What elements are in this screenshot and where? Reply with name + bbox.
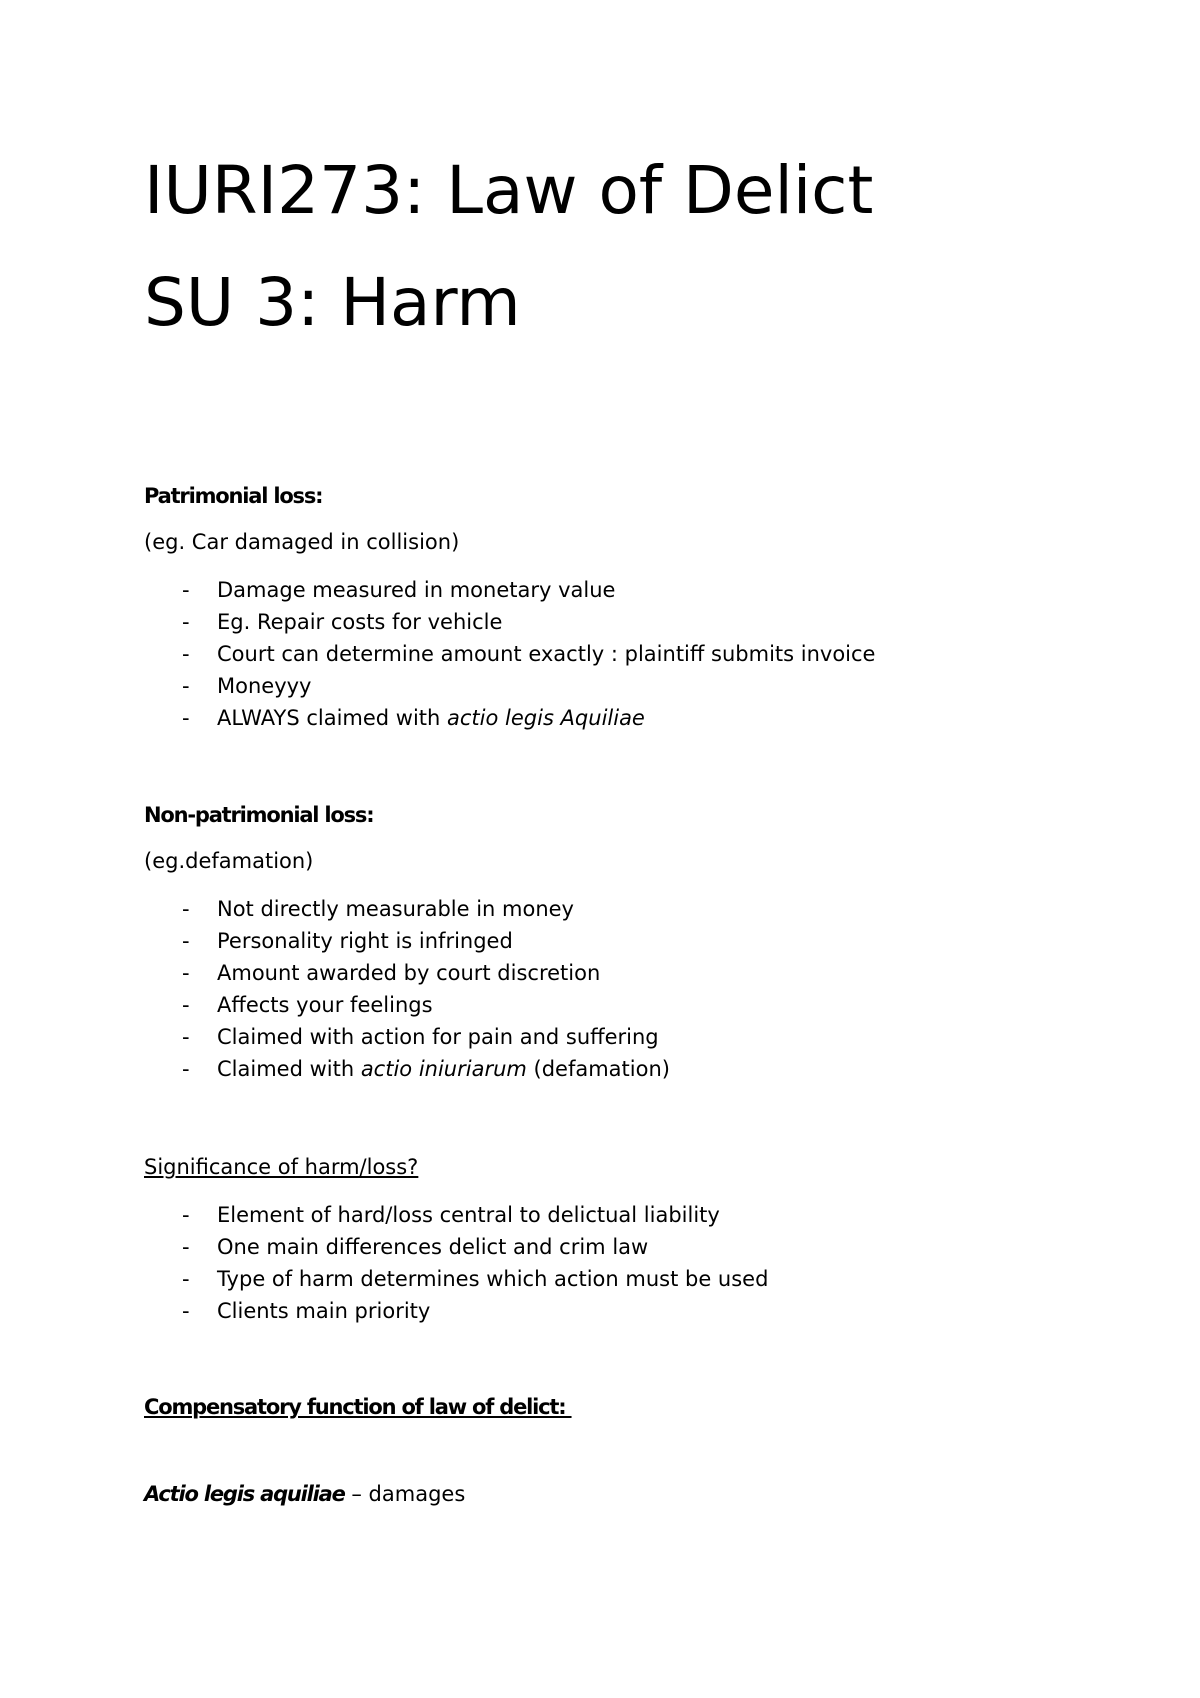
bullet-dash: - (182, 1235, 190, 1259)
document-title: IURI273: Law of Delict (144, 152, 874, 229)
bullet-dash: - (182, 674, 190, 698)
bullet-dash: - (182, 1299, 190, 1323)
compensatory-function-heading: Compensatory function of law of delict: (144, 1395, 572, 1419)
actio-legis-aquiliae-line: Actio legis aquiliae – damages (144, 1482, 466, 1506)
bullet-dash: - (182, 1267, 190, 1291)
bullet-dash: - (182, 993, 190, 1017)
bullet-dash: - (182, 1057, 190, 1081)
bullet-dash: - (182, 1025, 190, 1049)
bullet-dash: - (182, 642, 190, 666)
legal-term: actio legis Aquiliae (447, 706, 645, 730)
legal-term: Actio legis aquiliae (144, 1482, 345, 1506)
document-subtitle: SU 3: Harm (144, 264, 521, 341)
non-patrimonial-loss-example: (eg.defamation) (144, 849, 314, 873)
patrimonial-loss-heading: Patrimonial loss: (144, 484, 323, 508)
patrimonial-loss-example: (eg. Car damaged in collision) (144, 530, 460, 554)
bullet-dash: - (182, 897, 190, 921)
significance-heading: Significance of harm/loss? (144, 1155, 419, 1179)
document-page: IURI273: Law of Delict SU 3: Harm Patrimonial loss: (eg. Car damaged in collision) - Damage measured in monetary value - Eg. Repair costs for vehicle - Court can determine amount exactly : plaintiff submits invoice - Moneyyy - ALWAYS claimed with actio legis Aquiliae Non-patrimonial loss: (eg.defamation) - Not directly measurable in money - Personality right is infringed - Amount awarded by court discretion - Affects your feelings - Claimed with action for pain and suffering - Claimed with actio iniuriarum (defamation) Significance of harm/loss? - Element of hard/loss central to delictual liability - One main differences delict and crim law - Type of harm determines which action must be used - Clients main priority Compensatory function of law of delict: Actio legis aquiliae – damages (144, 152, 876, 1506)
bullet-dash: - (182, 610, 190, 634)
non-patrimonial-loss-heading: Non-patrimonial loss: (144, 803, 374, 827)
bullet-dash: - (182, 706, 190, 730)
bullet-dash: - (182, 961, 190, 985)
bullet-dash: - (182, 929, 190, 953)
bullet-dash: - (182, 1203, 190, 1227)
legal-term: actio iniuriarum (360, 1057, 527, 1081)
bullet-dash: - (182, 578, 190, 602)
